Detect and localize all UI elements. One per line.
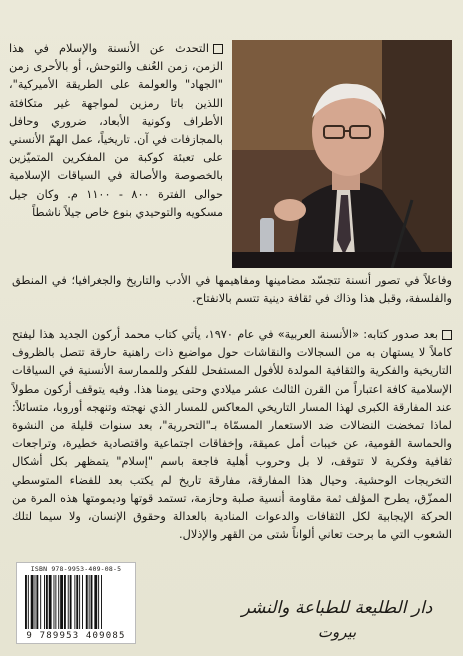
publisher-city: بيروت [317, 623, 357, 641]
barcode-bar [79, 575, 80, 629]
barcode-bar [74, 575, 75, 629]
barcode-bar [64, 575, 66, 629]
barcode-bar [55, 575, 56, 629]
barcode-bar [44, 575, 45, 629]
barcode-bar [46, 575, 48, 629]
barcode-bar [68, 575, 69, 629]
barcode-bar [76, 575, 78, 629]
barcode-bar [98, 575, 99, 629]
barcode-bar [28, 575, 29, 629]
intro-paragraph-column [9, 40, 223, 222]
intro-text-full-width: وفاعلاً في تصور أنسنة تتجسّد مضامينها ومفاهيمها في الأدب والتاريخ والجغرافيا؛ في المنطق والفلسفة، وقبل هذا وذاك في ثقافة دينية تتسم بالانفتاح. [12, 274, 452, 306]
barcode-bars [23, 575, 129, 629]
isbn-label: ISBN 978-9953-409-08-5 [30, 565, 122, 573]
second-paragraph-text: بعد صدور كتابه: «الأنسنة العربية» في عام ١٩٧٠، يأتي كتاب محمد أركون الجديد هذا ليفتح كاملاً لا يستهان به من السجالات والنقاشات حول مواضيع ذات راهنية حارقة تتصل بالظروف التاريخية والفكرية والثقافية المولدة للأفول المستفحل للفكر وللممارسة الأنسنية في السياقات الإسلامية كافة اعتباراً من القرن الثالث عشر ميلادي وحتى يومنا هذا. وفيه يتوقف أركون مطولاً عند المفارقة الكبرى لهذا المسار التاريخي المعاكس للمسار الذي نهجته وتنهجه أوروبا، متسائلاً: لماذا تمخضت النضالات ضد الاستعمار المسمّاة بـ"التحررية"، بعد سنوات قليلة من النشوة والحماسة القومية، عن خيبات أمل عميقة، وإخفاقات اجتماعية واقتصادية خطيرة، وتراجعات ثقافية وفكرية لا تتوقف، لا بل وحروب أهلية فاجعة باسم "إسلام" يتمظهر بكل أشكال التخريجات الوحشية. وحيال هذا المفارقة، مفارقة تاريخ لم يكتب بعد للفضاء المتوسطي الممزّق، يطرح المؤلف ثمة مقاومة أنسية صلبة وحازمة، تستمد قوتها وديمومتها هذه المرة من الحركة الإيجابية لكل الثقافات والدعوات المنادية بالعدالة وحقوق الإنسان، ولا سيما لتلك الشعوب التي ما برحت تعاني ألواناً شتى من القهر والإذلال. [12, 328, 452, 542]
barcode-bar [49, 575, 52, 629]
intro-paragraph-continued [12, 272, 452, 308]
barcode-bar [31, 575, 34, 629]
barcode-bar [54, 575, 55, 629]
barcode-bar [82, 575, 83, 629]
barcode-bar [60, 575, 63, 629]
intro-text-column: التحدث عن الأنسنة والإسلام في هذا الزمن، زمن العُنف والتوحش، أو بالأحرى زمن "الجهاد" والعولمة على الطريقة الأميركية"، اللذين باتا رمزين لمواجهة غير متكافئة الأطراف وكونية الأبعاد، ضروري وحافل بالمجازفات في آن. تاريخياً، عمل الهمّ الأنسني على تعبئة كوكبة من المفكرين المتميّزين بالخصوصة والأصالة في السياقات الإسلامية حوالى الفترة ٨٠٠ - ١١٠٠ م. وكان جيل مسكويه والتوحيدي بنوع خاص جيلاً ناشطاً [9, 42, 224, 219]
barcode-bar [25, 575, 27, 629]
barcode-bar [86, 575, 88, 629]
ean-number: 9 789953 409085 [26, 631, 126, 641]
barcode-bar [58, 575, 59, 629]
second-paragraph [12, 326, 452, 544]
barcode-bar [40, 575, 41, 629]
barcode-bar [36, 575, 38, 629]
bullet-square-icon [442, 330, 452, 340]
author-photo [232, 40, 452, 268]
barcode-bar [101, 575, 102, 629]
bullet-square-icon [213, 44, 223, 54]
author-portrait-illustration [232, 40, 452, 268]
barcode-bar [91, 575, 93, 629]
barcode-bar [35, 575, 36, 629]
intro-paragraph-top [9, 40, 223, 222]
publisher-block [227, 596, 447, 644]
barcode-bar [89, 575, 90, 629]
barcode [16, 562, 136, 644]
barcode-bar [70, 575, 72, 629]
barcode-bar [94, 575, 97, 629]
publisher-name: دار الطليعة للطباعة والنشر [241, 598, 433, 618]
